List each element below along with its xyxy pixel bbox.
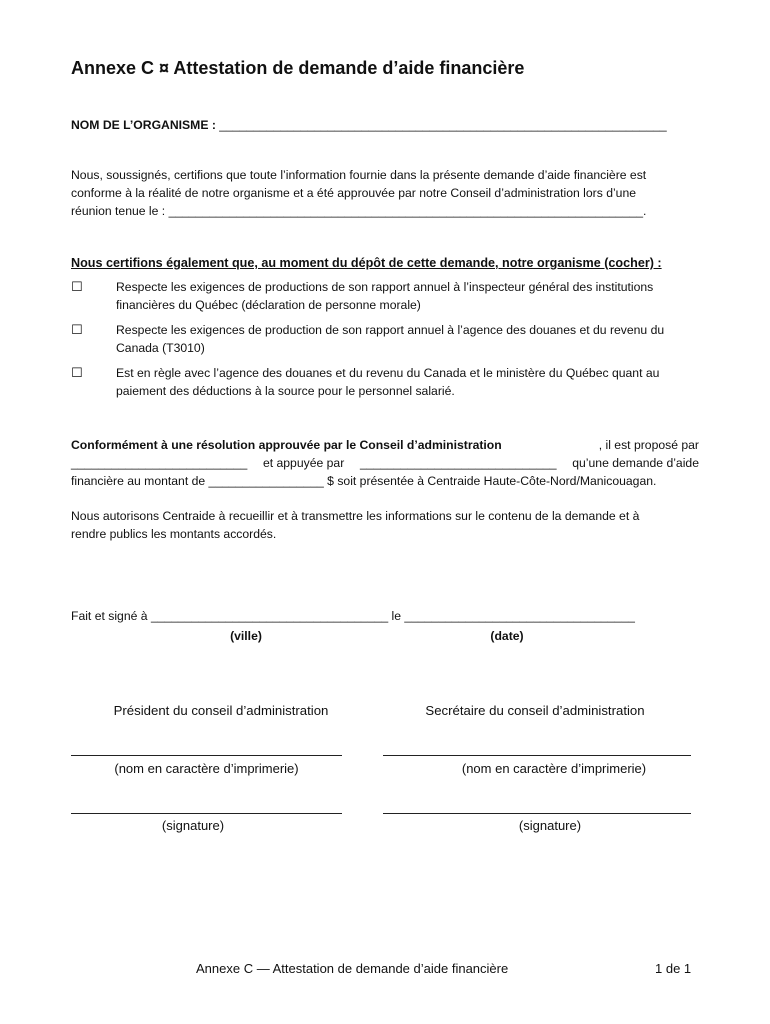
secretaire-signature-caption: (signature) [518, 818, 582, 833]
item-1-line-2: financières du Québec (déclaration de personne morale) [116, 298, 421, 312]
secretaire-label: Secrétaire du conseil d’administration [425, 703, 645, 718]
list-item [116, 278, 699, 314]
certification-paragraph [71, 166, 699, 220]
amount-line[interactable]: financière au montant de _________________ $ soit présentée à Centraide Haute-Côte-Nord/Manicouagan. [71, 474, 657, 488]
fait-signe-line[interactable]: Fait et signé à ___________________________________ le __________________________________ [71, 609, 635, 623]
president-label: Président du conseil d’administration [113, 703, 329, 718]
secretaire-name-caption: (nom en caractère d’imprimerie) [461, 761, 647, 776]
request-text: qu’une demande d’aide [572, 456, 699, 470]
item-2-line-1: Respecte les exigences de production de son rapport annuel à l’agence des douanes et du revenu du [116, 323, 665, 337]
resolution-paragraph [71, 436, 699, 490]
secretaire-name-line[interactable] [383, 755, 691, 756]
p3-line2: rendre publics les montants accordés. [71, 527, 277, 541]
p1-line1 [71, 166, 699, 184]
checkbox-3[interactable]: ☐ [71, 365, 83, 380]
item-3-line-1: Est en règle avec l’agence des douanes et du revenu du Canada et le ministère du Québec quant au [116, 366, 660, 380]
page-footer: Annexe C — Attestation de demande d’aide financière [196, 961, 509, 976]
president-signature-line[interactable] [71, 813, 342, 814]
p1-text-2: conforme à la réalité de notre organisme et a été approuvée par notre Conseil d’administration lors d’une [71, 186, 637, 200]
president-signature-caption: (signature) [161, 818, 225, 833]
date-label: (date) [490, 629, 524, 643]
item-1-line-1: Respecte les exigences de productions de son rapport annuel à l’inspecteur général des institutions [116, 280, 654, 294]
organisme-label: NOM DE L’ORGANISME : [71, 118, 216, 132]
secretaire-signature-line[interactable] [383, 813, 691, 814]
list-item [116, 321, 699, 357]
p2-line1 [71, 436, 699, 454]
proposer-blank[interactable]: __________________________ [71, 456, 248, 470]
item-3-line-2: paiement des déductions à la source pour le personnel salarié. [116, 384, 455, 398]
reunion-date-line[interactable] [71, 202, 699, 220]
president-name-line[interactable] [71, 755, 342, 756]
seconded-text: et appuyée par [262, 456, 345, 470]
certify-heading: Nous certifions également que, au moment du dépôt de cette demande, notre organisme (cocher) : [71, 256, 662, 270]
list-item [116, 364, 699, 400]
page-title: Annexe C ¤ Attestation de demande d’aide financière [71, 58, 525, 78]
authorization-paragraph [71, 507, 699, 543]
p2-line2 [71, 454, 699, 472]
president-name-caption: (nom en caractère d’imprimerie) [114, 761, 299, 776]
resolution-bold-text: Conformément à une résolution approuvée par le Conseil d’administration [71, 438, 502, 452]
checkbox-2[interactable]: ☐ [71, 322, 83, 337]
organisme-blank[interactable]: __________________________________________________________________ [215, 118, 667, 132]
p1-line2 [71, 184, 699, 202]
p1-text-1: Nous, soussignés, certifions que toute l’information fournie dans la présente demande d’aide financière est [71, 168, 647, 182]
organisme-line [71, 116, 667, 134]
proposed-by-text: , il est proposé par [598, 438, 699, 452]
p1-text-3: réunion tenue le : ______________________________________________________________________. [71, 204, 647, 218]
ville-label: (ville) [230, 629, 262, 643]
checkbox-1[interactable]: ☐ [71, 279, 83, 294]
p3-line1: Nous autorisons Centraide à recueillir et à transmettre les informations sur le contenu de la demande et à [71, 509, 640, 523]
seconder-blank[interactable]: _____________________________ [359, 456, 557, 470]
item-2-line-2: Canada (T3010) [116, 341, 205, 355]
page-number: 1 de 1 [655, 961, 692, 976]
